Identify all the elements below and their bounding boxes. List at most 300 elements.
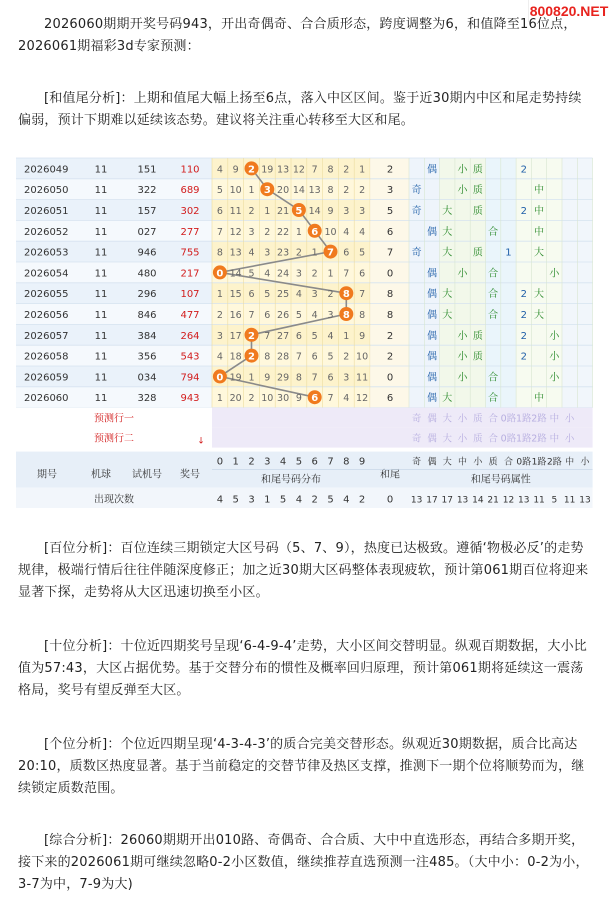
miss-count: 27 bbox=[277, 330, 290, 342]
prize-number-cell: 794 bbox=[180, 372, 200, 384]
attr-cell: 合 bbox=[488, 289, 499, 301]
attr-cell: 大 bbox=[534, 289, 545, 301]
miss-count: 3 bbox=[216, 330, 223, 342]
miss-count: 1 bbox=[264, 206, 271, 217]
miss-count: 5 bbox=[359, 247, 366, 259]
miss-count: 8 bbox=[327, 185, 334, 197]
sum-tail-cell: 6 bbox=[386, 393, 394, 405]
attr-bg bbox=[562, 366, 577, 387]
header-issue: 期号 bbox=[37, 469, 57, 481]
header-digit: 5 bbox=[295, 456, 303, 468]
attr-bg bbox=[516, 387, 531, 408]
sum-tail-cell: 8 bbox=[386, 310, 394, 321]
attr-bg bbox=[516, 262, 531, 283]
machine-cell: 11 bbox=[94, 226, 108, 238]
attr-cell: 偶 bbox=[426, 268, 437, 280]
header-digit: 7 bbox=[327, 456, 334, 468]
attr-bg bbox=[577, 200, 592, 221]
attr-cell: 偶 bbox=[426, 310, 437, 321]
attr-bg bbox=[501, 366, 516, 387]
attr-bg bbox=[577, 158, 592, 179]
miss-count: 11 bbox=[229, 206, 242, 217]
attr-cell: 小 bbox=[457, 330, 468, 342]
miss-count: 14 bbox=[229, 268, 242, 280]
predict-attr: 偶 bbox=[427, 433, 437, 445]
footer-attr-count: 13 bbox=[579, 495, 591, 506]
hot-ball-number: 3 bbox=[263, 185, 271, 197]
attr-cell: 2 bbox=[520, 330, 527, 342]
machine-cell: 11 bbox=[94, 310, 108, 321]
sum-tail-cell: 6 bbox=[386, 226, 394, 238]
attr-bg bbox=[409, 345, 424, 366]
attr-cell: 中 bbox=[534, 185, 545, 197]
miss-count: 4 bbox=[295, 289, 302, 301]
miss-count: 2 bbox=[327, 289, 334, 301]
attr-cell: 偶 bbox=[426, 393, 437, 405]
predict-attr: 奇 bbox=[411, 413, 422, 425]
issue-cell: 2026054 bbox=[24, 268, 69, 280]
miss-count: 7 bbox=[311, 372, 318, 384]
miss-count: 7 bbox=[216, 226, 223, 238]
miss-count: 4 bbox=[343, 393, 350, 405]
attr-bg bbox=[577, 283, 592, 304]
attr-bg bbox=[547, 387, 562, 408]
miss-count: 2 bbox=[248, 393, 255, 405]
issue-cell: 2026057 bbox=[24, 330, 69, 342]
attr-cell: 大 bbox=[442, 393, 453, 405]
miss-count: 28 bbox=[277, 351, 290, 363]
miss-count: 16 bbox=[229, 310, 242, 321]
attr-bg bbox=[577, 179, 592, 200]
miss-count: 2 bbox=[248, 206, 255, 217]
miss-count: 5 bbox=[264, 289, 271, 301]
attr-bg bbox=[562, 387, 577, 408]
header-digit: 2 bbox=[248, 456, 255, 468]
miss-count: 5 bbox=[295, 310, 302, 321]
predict-attr: 0路 bbox=[500, 433, 517, 445]
attr-bg bbox=[455, 387, 470, 408]
miss-count: 8 bbox=[264, 351, 271, 363]
issue-cell: 2026053 bbox=[24, 247, 69, 259]
attr-cell: 小 bbox=[549, 351, 560, 363]
predict-attr: 质 bbox=[473, 433, 483, 445]
prize-number-cell: 110 bbox=[180, 164, 200, 176]
predict-row-label: 预测行一 bbox=[94, 413, 134, 425]
predict-attr: 小 bbox=[457, 413, 468, 425]
attr-cell: 中 bbox=[534, 206, 545, 217]
miss-count: 12 bbox=[356, 393, 369, 405]
miss-count: 5 bbox=[216, 185, 223, 197]
attr-bg bbox=[531, 345, 546, 366]
miss-count: 14 bbox=[308, 206, 321, 217]
hot-ball-number: 6 bbox=[311, 226, 319, 238]
header-attr: 小 bbox=[580, 457, 590, 468]
attr-bg bbox=[470, 262, 485, 283]
machine-cell: 11 bbox=[94, 164, 108, 176]
attr-bg bbox=[516, 366, 531, 387]
attr-bg bbox=[501, 324, 516, 345]
header-digit: 0 bbox=[216, 456, 224, 468]
miss-count: 18 bbox=[229, 351, 242, 363]
sum-tail-analysis: [和值尾分析]：上期和值尾大幅上扬至6点，落入中区区间。鉴于近30期内中区和尾走势持续偏弱，预计下期难以延续该态势。建议将关注重心转移至大区和尾。 bbox=[18, 91, 582, 128]
attr-bg bbox=[470, 304, 485, 325]
miss-count: 4 bbox=[359, 226, 366, 238]
attr-bg bbox=[501, 158, 516, 179]
issue-cell: 2026052 bbox=[24, 226, 69, 238]
hot-ball-number: 0 bbox=[216, 268, 224, 280]
predict-attr: 小 bbox=[564, 413, 575, 425]
miss-count: 4 bbox=[327, 330, 334, 342]
miss-count: 25 bbox=[277, 289, 290, 301]
attr-bg bbox=[531, 324, 546, 345]
attr-cell: 中 bbox=[534, 226, 545, 238]
predict-attr: 小 bbox=[457, 433, 468, 445]
attr-bg bbox=[501, 179, 516, 200]
miss-count: 2 bbox=[311, 268, 318, 280]
attr-bg bbox=[577, 241, 592, 262]
miss-count: 5 bbox=[248, 268, 255, 280]
miss-count: 5 bbox=[327, 351, 334, 363]
test-number-cell: 846 bbox=[137, 310, 157, 321]
attr-bg bbox=[547, 158, 562, 179]
attr-bg bbox=[501, 200, 516, 221]
miss-count: 8 bbox=[216, 247, 223, 259]
miss-count: 9 bbox=[327, 206, 334, 217]
predict-attr: 大 bbox=[442, 413, 453, 425]
attr-cell: 小 bbox=[549, 268, 560, 280]
attr-cell: 合 bbox=[488, 268, 499, 280]
test-number-cell: 356 bbox=[137, 351, 157, 363]
prize-number-cell: 477 bbox=[180, 310, 200, 321]
footer-count: 1 bbox=[264, 494, 271, 506]
attr-bg bbox=[577, 345, 592, 366]
attr-bg bbox=[486, 345, 501, 366]
attr-bg bbox=[562, 345, 577, 366]
prize-number-cell: 943 bbox=[180, 393, 200, 405]
footer-sum-tail: 0 bbox=[386, 494, 394, 506]
site-watermark: 800820.NET bbox=[528, 0, 609, 22]
hot-ball-number: 5 bbox=[295, 206, 303, 217]
miss-count: 14 bbox=[292, 185, 305, 197]
miss-count: 10 bbox=[324, 226, 337, 238]
footer-attr-count: 17 bbox=[426, 495, 438, 506]
miss-count: 9 bbox=[359, 330, 366, 342]
issue-cell: 2026056 bbox=[24, 310, 69, 321]
footer-count: 4 bbox=[216, 494, 224, 506]
attr-bg bbox=[531, 262, 546, 283]
attr-bg bbox=[409, 366, 424, 387]
attr-cell: 中 bbox=[534, 393, 545, 405]
footer-count: 5 bbox=[232, 494, 239, 506]
attr-bg bbox=[562, 262, 577, 283]
attr-bg bbox=[470, 283, 485, 304]
tens-analysis: [十位分析]：十位近四期奖号呈现‘6-4-9-4’走势，大小区间交替明显。纵观百期数据，大小比值为57:43，大区占据优势。基于交替分布的惯性及概率回归原理，预计第061期将延续这一震荡格局，奖号有望反弹至大区。 bbox=[18, 639, 587, 698]
attr-cell: 大 bbox=[534, 310, 545, 321]
miss-count: 20 bbox=[277, 185, 290, 197]
attr-bg bbox=[577, 220, 592, 241]
attr-bg bbox=[562, 200, 577, 221]
test-number-cell: 027 bbox=[137, 226, 157, 238]
attr-bg bbox=[455, 220, 470, 241]
attr-bg bbox=[547, 304, 562, 325]
hot-ball-number: 2 bbox=[248, 330, 255, 342]
hot-ball-number: 8 bbox=[342, 310, 350, 321]
miss-count: 10 bbox=[356, 351, 369, 363]
attr-bg bbox=[409, 283, 424, 304]
miss-count: 13 bbox=[277, 164, 290, 176]
miss-count: 4 bbox=[216, 351, 223, 363]
miss-count: 15 bbox=[229, 289, 242, 301]
prize-number-cell: 264 bbox=[180, 330, 200, 342]
header-machine: 机球 bbox=[91, 469, 111, 481]
predict-attr: 1路 bbox=[515, 413, 532, 425]
miss-count: 9 bbox=[232, 164, 239, 176]
miss-count: 3 bbox=[359, 206, 366, 217]
attr-cell: 偶 bbox=[426, 164, 437, 176]
header-sum-tail: 和尾 bbox=[380, 469, 400, 481]
miss-count: 9 bbox=[295, 393, 302, 405]
attr-bg bbox=[470, 387, 485, 408]
attr-bg bbox=[562, 220, 577, 241]
miss-count: 29 bbox=[277, 372, 290, 384]
attr-bg bbox=[562, 304, 577, 325]
header-digit: 4 bbox=[279, 456, 287, 468]
prize-number-cell: 277 bbox=[180, 226, 200, 238]
attr-bg bbox=[424, 241, 439, 262]
attr-bg bbox=[409, 262, 424, 283]
attr-bg bbox=[409, 304, 424, 325]
hot-ball-number: 6 bbox=[311, 393, 319, 405]
machine-cell: 11 bbox=[94, 330, 108, 342]
footer-attr-count: 11 bbox=[533, 495, 545, 506]
miss-count: 6 bbox=[311, 351, 318, 363]
attr-cell: 偶 bbox=[426, 289, 437, 301]
predict-attr: 合 bbox=[488, 413, 498, 425]
miss-count: 7 bbox=[359, 289, 366, 301]
miss-count: 7 bbox=[295, 351, 302, 363]
test-number-cell: 157 bbox=[137, 206, 157, 217]
miss-count: 2 bbox=[343, 164, 350, 176]
miss-count: 1 bbox=[359, 164, 366, 176]
footer-attr-count: 12 bbox=[502, 495, 515, 506]
miss-count: 4 bbox=[216, 164, 223, 176]
attr-cell: 偶 bbox=[426, 372, 437, 384]
prize-number-cell: 107 bbox=[180, 289, 200, 301]
miss-count: 4 bbox=[264, 268, 271, 280]
miss-count: 2 bbox=[343, 351, 350, 363]
header-test: 试机号 bbox=[132, 469, 162, 481]
miss-count: 7 bbox=[327, 393, 334, 405]
footer-attr-count: 14 bbox=[472, 495, 484, 506]
attr-bg bbox=[486, 158, 501, 179]
attr-bg bbox=[547, 179, 562, 200]
attr-cell: 大 bbox=[442, 247, 453, 259]
machine-cell: 11 bbox=[94, 372, 108, 384]
attr-cell: 小 bbox=[457, 185, 468, 197]
attr-cell: 2 bbox=[520, 289, 527, 301]
attr-bg bbox=[547, 241, 562, 262]
issue-cell: 2026059 bbox=[24, 372, 69, 384]
miss-count: 11 bbox=[356, 372, 369, 384]
miss-count: 19 bbox=[261, 164, 274, 176]
predict-attr: 中 bbox=[549, 433, 560, 445]
header-digit: 3 bbox=[264, 456, 271, 468]
attr-cell: 小 bbox=[549, 330, 560, 342]
test-number-cell: 328 bbox=[137, 393, 157, 405]
miss-count: 30 bbox=[277, 393, 290, 405]
attr-bg bbox=[577, 324, 592, 345]
header-attr: 小 bbox=[473, 457, 483, 468]
miss-count: 7 bbox=[343, 268, 350, 280]
miss-count: 5 bbox=[311, 330, 318, 342]
attr-bg bbox=[440, 366, 455, 387]
predict-attr: 中 bbox=[549, 413, 560, 425]
issue-cell: 2026051 bbox=[24, 206, 69, 217]
attr-bg bbox=[409, 387, 424, 408]
issue-cell: 2026058 bbox=[24, 351, 69, 363]
sum-tail-cell: 2 bbox=[386, 351, 394, 363]
miss-count: 6 bbox=[216, 206, 223, 217]
test-number-cell: 151 bbox=[137, 164, 157, 176]
attr-bg bbox=[501, 345, 516, 366]
header-attr: 奇 bbox=[412, 457, 422, 468]
miss-count: 1 bbox=[216, 289, 223, 301]
header-attr: 0路 bbox=[516, 457, 532, 468]
prize-number-cell: 755 bbox=[180, 247, 200, 259]
footer-count: 4 bbox=[295, 494, 303, 506]
miss-count: 8 bbox=[327, 164, 334, 176]
hot-ball-number: 2 bbox=[248, 351, 255, 363]
footer-attr-count: 11 bbox=[563, 495, 576, 506]
miss-count: 2 bbox=[343, 185, 350, 197]
header-attr-group: 和尾号码属性 bbox=[470, 474, 531, 486]
header-attr: 中 bbox=[565, 457, 575, 468]
miss-count: 21 bbox=[277, 206, 290, 217]
machine-cell: 11 bbox=[94, 206, 108, 217]
miss-count: 12 bbox=[292, 164, 305, 176]
attr-bg bbox=[547, 220, 562, 241]
attr-bg bbox=[562, 241, 577, 262]
attr-cell: 质 bbox=[472, 330, 483, 342]
hot-ball-number: 8 bbox=[342, 289, 350, 301]
miss-count: 2 bbox=[295, 247, 302, 259]
attr-cell: 质 bbox=[472, 206, 483, 217]
attr-cell: 小 bbox=[457, 372, 468, 384]
attr-bg bbox=[440, 158, 455, 179]
miss-count: 3 bbox=[343, 372, 350, 384]
footer-count: 2 bbox=[358, 494, 366, 506]
miss-count: 2 bbox=[359, 185, 366, 197]
attr-bg bbox=[486, 241, 501, 262]
attr-bg bbox=[516, 241, 531, 262]
attr-bg bbox=[577, 387, 592, 408]
predict-attr: 奇 bbox=[411, 433, 422, 445]
miss-count: 9 bbox=[264, 372, 271, 384]
footer-attr-count: 17 bbox=[441, 495, 453, 506]
intro-paragraph: 2026060期期开奖号码943，开出奇偶奇、合合质形态，跨度调整为6，和值降至16位点，2026061期福彩3d专家预测： bbox=[18, 17, 577, 54]
attr-bg bbox=[577, 304, 592, 325]
predict-attr: 偶 bbox=[427, 413, 437, 425]
hundreds-analysis: [百位分析]：百位连续三期锁定大区号码（5、7、9），热度已达极致。遵循‘物极必反’的走势规律，极端行情后往往伴随深度修正；加之近30期大区码整体表现疲软，预计第061期百位将迎来显著下探，走势将从大区迅速切换至小区。 bbox=[18, 541, 589, 600]
attr-cell: 质 bbox=[472, 185, 483, 197]
predict-attr: 质 bbox=[473, 413, 483, 425]
miss-count: 23 bbox=[277, 247, 290, 259]
header-distribution: 和尾号码分布 bbox=[261, 474, 321, 486]
miss-count: 4 bbox=[248, 247, 255, 259]
attr-bg bbox=[562, 324, 577, 345]
attr-bg bbox=[486, 179, 501, 200]
footer-count: 4 bbox=[343, 494, 350, 506]
prize-number-cell: 543 bbox=[180, 351, 200, 363]
miss-count: 20 bbox=[229, 393, 242, 405]
header-attr: 质 bbox=[488, 457, 498, 468]
test-number-cell: 480 bbox=[137, 268, 157, 280]
attr-bg bbox=[424, 179, 439, 200]
issue-cell: 2026050 bbox=[24, 185, 69, 197]
predict-attr: 2路 bbox=[531, 433, 547, 445]
miss-count: 3 bbox=[295, 268, 302, 280]
issue-cell: 2026049 bbox=[24, 164, 69, 176]
miss-count: 24 bbox=[277, 268, 290, 280]
header-attr: 大 bbox=[442, 457, 452, 468]
header-digit: 8 bbox=[343, 456, 350, 468]
attr-bg bbox=[562, 179, 577, 200]
sum-tail-cell: 3 bbox=[386, 185, 394, 197]
miss-count: 8 bbox=[359, 310, 366, 321]
test-number-cell: 034 bbox=[137, 372, 157, 384]
attr-cell: 合 bbox=[488, 226, 499, 238]
attr-cell: 合 bbox=[488, 393, 499, 405]
attr-cell: 大 bbox=[442, 206, 453, 217]
attr-cell: 小 bbox=[457, 351, 468, 363]
attr-bg bbox=[470, 366, 485, 387]
attr-cell: 大 bbox=[534, 247, 545, 259]
miss-count: 2 bbox=[264, 226, 271, 238]
attr-bg bbox=[440, 179, 455, 200]
header-attr: 中 bbox=[458, 457, 468, 468]
miss-count: 10 bbox=[229, 185, 242, 197]
footer-count: 3 bbox=[248, 494, 255, 506]
footer-count: 5 bbox=[279, 494, 287, 506]
attr-cell: 偶 bbox=[426, 226, 437, 238]
footer-label: 出现次数 bbox=[94, 494, 134, 506]
attr-bg bbox=[547, 200, 562, 221]
attr-cell: 奇 bbox=[411, 247, 422, 259]
machine-cell: 11 bbox=[94, 351, 108, 363]
miss-count: 10 bbox=[261, 393, 274, 405]
attr-cell: 2 bbox=[520, 310, 527, 321]
attr-bg bbox=[577, 262, 592, 283]
attr-bg bbox=[577, 366, 592, 387]
miss-count: 22 bbox=[277, 226, 290, 238]
miss-count: 1 bbox=[343, 330, 350, 342]
predict-attr: 小 bbox=[564, 433, 575, 445]
miss-count: 3 bbox=[311, 289, 318, 301]
attr-bg bbox=[409, 158, 424, 179]
miss-count: 3 bbox=[327, 310, 334, 321]
header-attr: 偶 bbox=[427, 457, 437, 468]
miss-count: 8 bbox=[295, 372, 302, 384]
attr-cell: 质 bbox=[472, 247, 483, 259]
predict-attr: 2路 bbox=[531, 413, 547, 425]
attr-cell: 2 bbox=[520, 206, 527, 217]
header-digit: 9 bbox=[358, 456, 366, 468]
miss-count: 6 bbox=[359, 268, 366, 280]
footer-attr-count: 21 bbox=[487, 495, 499, 506]
miss-count: 1 bbox=[248, 372, 255, 384]
attr-bg bbox=[440, 262, 455, 283]
attr-bg bbox=[440, 324, 455, 345]
